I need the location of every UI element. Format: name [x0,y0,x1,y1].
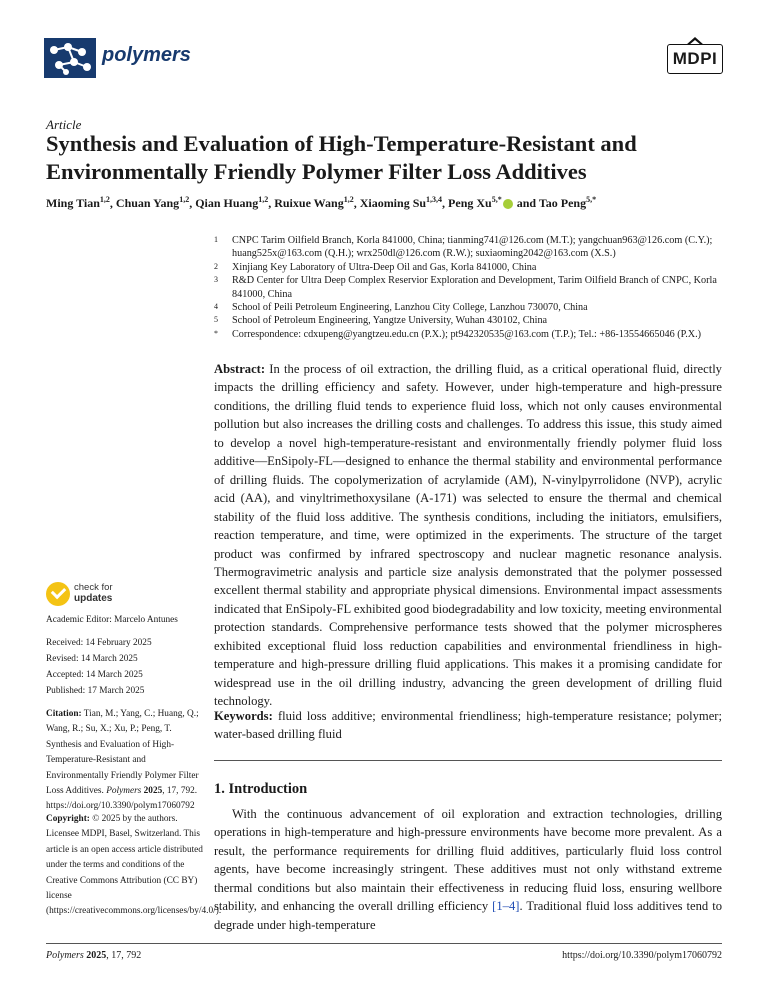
affiliation-item [214,234,734,261]
affiliation-number: * [214,328,218,338]
received-date: Received: 14 February 2025 [46,638,152,648]
affiliation-item [214,274,734,301]
author-separator: , [109,196,116,210]
affiliation-item [214,314,734,327]
article-type: Article [46,117,82,132]
author-list [46,192,736,211]
affiliation-text: Correspondence: cdxupeng@yangtzeu.edu.cn (P.X.); pt942320535@163.com (T.P.); Tel.: +86-13554665046 (P.X.) [232,328,702,340]
journal-name: polymers [102,44,191,66]
footer-divider [46,943,722,944]
author-affiliation-marker: 1,2 [258,195,269,204]
check-for-updates-line2: updates [74,593,113,604]
author-name[interactable]: Chuan Yang [115,196,180,210]
footer-doi-link[interactable]: https://doi.org/10.3390/polym17060792 [562,950,722,961]
check-for-updates-icon [46,582,70,606]
affiliation-item [214,328,734,341]
author-name[interactable]: Qian Huang [195,196,259,210]
author-separator: and [513,196,539,210]
citation-link[interactable]: [1–4] [492,899,520,914]
section-heading: 1. Introduction [214,781,308,797]
author-affiliation-marker: 1,3,4 [426,195,443,204]
author-name[interactable]: Ruixue Wang [274,196,344,210]
citation-block [46,707,206,815]
citation-journal: Polymers [106,786,142,797]
footer-year: 2025 [86,950,107,961]
keywords-text: fluid loss additive; environmental friendliness; high-temperature resistance; polymer; water-based drilling fluid [214,709,722,742]
footer-citation [46,950,141,961]
copyright-text: © 2025 by the authors. Licensee MDPI, Basel, Switzerland. This article is an open access article distributed under the terms and conditions of the Creative Commons Attribution (CC BY) license (https://creativecommons.org/licenses/by/4.0/). [46,814,222,917]
affiliation-item [214,301,734,314]
author-separator: , [189,196,196,210]
mdpi-logo: MDPI [667,44,723,74]
author-name[interactable]: Peng Xu [448,196,492,210]
author-separator: , [353,196,360,210]
keywords [214,707,722,744]
author-separator: , [268,196,275,210]
affiliation-text: Xinjiang Key Laboratory of Ultra-Deep Oil and Gas, Korla 841000, China [232,261,537,273]
orcid-icon[interactable] [503,199,513,209]
introduction-text [214,805,722,934]
copyright-label: Copyright: [46,814,90,824]
footer-volume: , 17, 792 [106,950,142,961]
author-name[interactable]: Tao Peng [538,196,587,210]
article-title: Synthesis and Evaluation of High-Temperature-Resistant and Environmentally Friendly Polymer Filter Loss Additives [46,131,637,184]
footer-journal: Polymers [46,950,84,961]
affiliation-item [214,261,734,274]
citation-text: Tian, M.; Yang, C.; Huang, Q.; Wang, R.; Su, X.; Xu, P.; Peng, T. Synthesis and Evaluation of High-Temperature-Resistant and Environmentally Friendly Polymer Filter Loss Additives. [46,709,199,797]
affiliation-number: 4 [214,302,218,312]
affiliation-text: CNPC Tarim Oilfield Branch, Korla 841000, China; tianming741@126.com (M.T.); yangchuan963@126.com (C.Y.); huang525x@163.com (Q.H.); wrx250dl@126.com (R.W.); suxiaoming2042@163.com (X.S.) [232,235,713,260]
author-name[interactable]: Ming Tian [46,196,100,210]
affiliation-text: School of Petroleum Engineering, Yangtze University, Wuhan 430102, China [232,315,548,327]
author-affiliation-marker: 5,* [491,195,502,204]
citation-year: 2025 [143,786,163,797]
affiliations [214,234,734,341]
affiliation-number: 5 [214,315,218,325]
author-separator: , [442,196,449,210]
abstract [214,360,722,711]
check-for-updates-button[interactable] [46,582,166,608]
revised-date: Revised: 14 March 2025 [46,654,138,664]
intro-text-part2: . Traditional fluid loss additives tend to degrade under high-temperature [214,899,722,932]
citation-label: Citation: [46,709,82,719]
published-date: Published: 17 March 2025 [46,686,145,696]
author-affiliation-marker: 1,2 [343,195,354,204]
affiliation-number: 3 [214,275,218,285]
check-for-updates-line1: check for [74,582,113,593]
author-affiliation-marker: 1,2 [179,195,190,204]
abstract-text: In the process of oil extraction, the drilling fluid, as a critical operational fluid, directly impacts the drilling efficiency and safety. However, under high-temperature and high-pressure conditions, the drilling fluid tends to experience fluid loss, which not only causes environmental pollution but also increases the drilling costs and challenges. To address this issue, this study aimed to develop a novel high-temperature-resistant and environmentally friendly polymer fluid loss additive—EnSipoly-FL—designed to enhance the thermal stability and environmental performance of drilling fluids. The copolymerization of acrylamide (AM), N-vinylpyrrolidone (NVP), acrylic acid (AA), and vinyltrimethoxysilane (A-171) was selected to ensure the thermal and chemical stability of the fluid loss additive. The synthesis conditions, including the initiators, emulsifiers, reaction temperature, and time, were optimized in the experiments. The structure of the target product was confirmed by infrared spectroscopy and nuclear magnetic resonance analysis. Thermogravimetric analysis and particle size analysis demonstrated that the polymer possessed excellent thermal stability and appropriate physical dimensions. Environmental impact assessments indicated that EnSipoly-FL exhibited good biodegradability and low toxicity, meeting environmental protection standards. Comprehensive performance tests showed that the polymer microspheres exhibited exceptional fluid loss reduction capabilities and environmental friendliness in high-temperature and high-pressure drilling fluid applications. This makes it a promising candidate for widespread use in the oil drilling industry, advancing the green development of drilling fluid technology. [214,362,722,709]
author-name[interactable]: Xiaoming Su [359,196,427,210]
affiliation-number: 1 [214,235,218,244]
keywords-label: Keywords: [214,709,273,723]
copyright-block [46,812,222,920]
author-affiliation-marker: 5,* [586,195,597,204]
divider [214,760,722,761]
academic-editor: Academic Editor: Marcelo Antunes [46,615,178,625]
author-affiliation-marker: 1,2 [99,195,110,204]
abstract-label: Abstract: [214,362,266,376]
polymers-logo-icon [44,38,96,78]
affiliation-text: School of Peili Petroleum Engineering, Lanzhou City College, Lanzhou 730070, China [232,302,588,314]
accepted-date: Accepted: 14 March 2025 [46,670,143,680]
affiliation-text: R&D Center for Ultra Deep Complex Reservior Exploration and Development, Tarim Oilfield Branch of CNPC, Korla 841000, China [232,275,717,300]
citation-doi[interactable]: , 17, 792. https://doi.org/10.3390/polym17060792 [46,786,198,812]
intro-text-part1: With the continuous advancement of oil exploration and extraction technologies, drilling operations in high-temperature and high-pressure environments have become more prevalent. As a result, the performance requirements for drilling fluid additives, particularly fluid loss control agents, have become increasingly stringent. These additives must not only withstand extreme thermal conditions but also maintain their effectiveness in reducing fluid loss, ensuring wellbore stability, and enhancing the overall drilling efficiency [214,807,722,914]
affiliation-number: 2 [214,261,218,271]
